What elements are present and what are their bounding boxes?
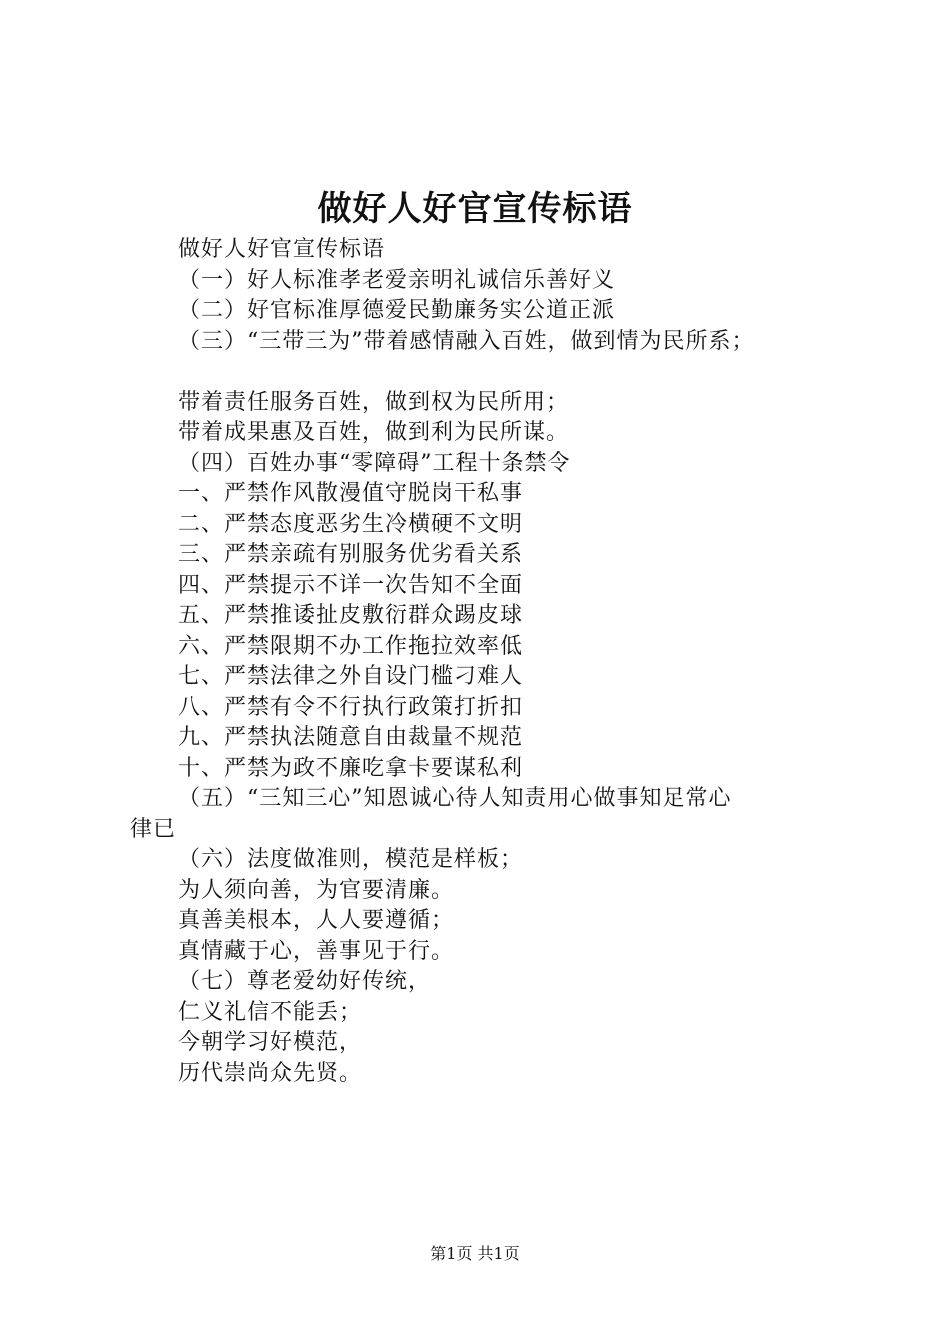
prohibition-item: 一、严禁作风散漫值守脱岗干私事 [178,481,524,506]
text-line-continuation: 律已 [130,816,177,842]
text-line: 做好人好官宣传标语 [178,237,386,262]
text-line: 带着成果惠及百姓，做到利为民所谋。 [178,420,570,445]
prohibition-item: 三、严禁亲疏有别服务优劣看关系 [178,542,524,567]
text-line: （七）尊老爱幼好传统， [178,969,432,994]
text-line: 带着责任服务百姓，做到权为民所用； [178,389,570,415]
text-line: 仁义礼信不能丢； [178,999,363,1025]
prohibition-item: 十、严禁为政不廉吃拿卡要谋私利 [178,755,524,781]
text-line: 为人须向善，为官要清廉。 [178,877,455,903]
text-line: （四）百姓办事“零障碍”工程十条禁令 [178,450,571,476]
text-line: （六）法度做准则，模范是样板； [178,847,524,872]
prohibition-item: 二、严禁态度恶劣生冷横硬不文明 [178,511,524,537]
text-line: （五）“三知三心”知恩诚心待人知责用心做事知足常心 [178,786,732,811]
prohibition-item: 八、严禁有令不行执行政策打折扣 [178,694,524,720]
text-line: （二）好官标准厚德爱民勤廉务实公道正派 [178,298,616,323]
prohibition-item: 四、严禁提示不详一次告知不全面 [178,572,524,598]
text-line: 真情藏于心，善事见于行。 [178,938,455,964]
prohibition-item: 六、严禁限期不办工作拖拉效率低 [178,633,524,659]
text-line: 真善美根本，人人要遵循； [178,908,455,933]
blank-line [130,357,850,388]
text-line: （三）“三带三为”带着感情融入百姓，做到情为民所系； [178,328,755,354]
page-footer: 第1页 共1页 [430,1244,520,1263]
text-line: （一）好人标准孝老爱亲明礼诚信乐善好义 [178,267,616,293]
prohibition-item: 九、严禁执法随意自由裁量不规范 [178,725,524,750]
prohibition-item: 七、严禁法律之外自设门槛刁难人 [178,664,524,689]
prohibition-item: 五、严禁推诿扯皮敷衍群众踢皮球 [178,603,524,628]
document-title: 做好人好官宣传标语 [317,189,633,229]
text-line: 历代崇尚众先贤。 [178,1060,363,1086]
document-body [130,235,850,1089]
text-line: 今朝学习好模范， [178,1030,363,1055]
